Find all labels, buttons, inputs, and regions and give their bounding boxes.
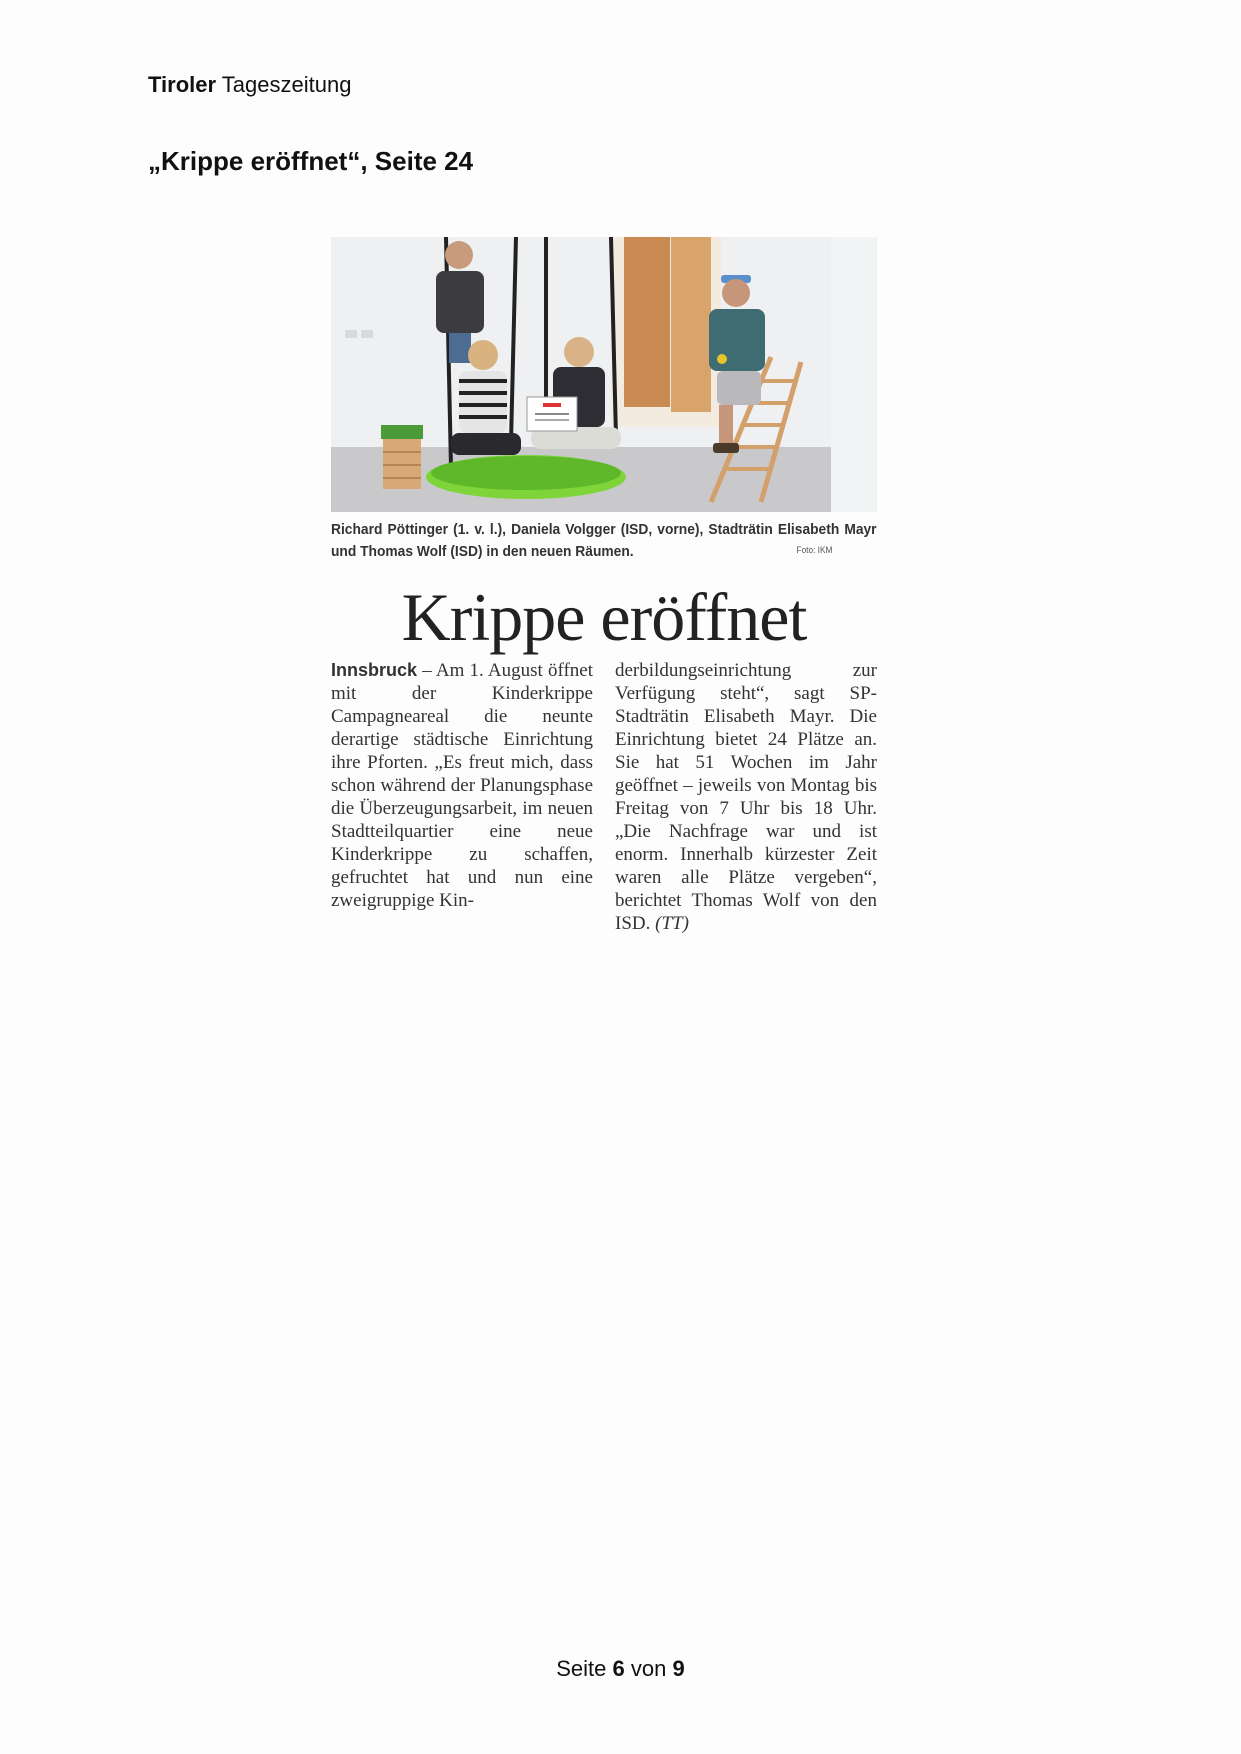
footer-prefix: Seite <box>556 1656 607 1681</box>
publication-name-rest: Tageszeitung <box>221 72 352 97</box>
article-headline: Krippe eröffnet <box>401 579 807 655</box>
publication-header <box>148 72 351 98</box>
newspaper-clipping <box>331 237 877 935</box>
current-page-number: 6 <box>612 1656 625 1681</box>
publication-name-bold: Tiroler <box>148 72 217 97</box>
photo-credit: Foto: IKM <box>796 545 833 555</box>
article-column-1 <box>331 659 593 935</box>
photo-caption <box>331 519 877 563</box>
article-body <box>331 659 877 935</box>
document-title: „Krippe eröffnet“, Seite 24 <box>148 146 474 176</box>
page-footer <box>0 1656 1241 1682</box>
column-1-text: – Am 1. August öffnet mit der Kinderkrippe Campagneareal die neunte derartige städtische Einrichtung ihre Pforten. „Es freut mich, dass schon während der Planungsphase die Überzeugungsarbeit, im neuen Stadtteilquartier eine neue Kinderkrippe zu schaffen, gefruchtet hat und nun eine zweigruppige Kin- <box>331 660 594 911</box>
column-2-text: derbildungseinrichtung zur Verfügung steht“, sagt SP-Stadträtin Elisabeth Mayr. Die Einrichtung bietet 24 Plätze an. Sie hat 51 Wochen im Jahr geöffnet – jeweils von Montag bis Freitag von 7 Uhr bis 18 Uhr. „Die Nachfrage war und ist enorm. Innerhalb kürzester Zeit waren alle Plätze vergeben“, berichtet Thomas Wolf von den ISD. <box>615 660 877 934</box>
agency-tag: (TT) <box>655 913 689 934</box>
article-column-2 <box>615 659 877 935</box>
total-page-count: 9 <box>672 1656 685 1681</box>
dateline: Innsbruck <box>331 660 418 680</box>
caption-text: Richard Pöttinger (1. v. l.), Daniela Volgger (ISD, vorne), Stadträtin Elisabeth Mayr und Thomas Wolf (ISD) in den neuen Räumen. <box>331 521 877 560</box>
article-photo <box>331 237 877 512</box>
footer-middle: von <box>630 1656 667 1681</box>
